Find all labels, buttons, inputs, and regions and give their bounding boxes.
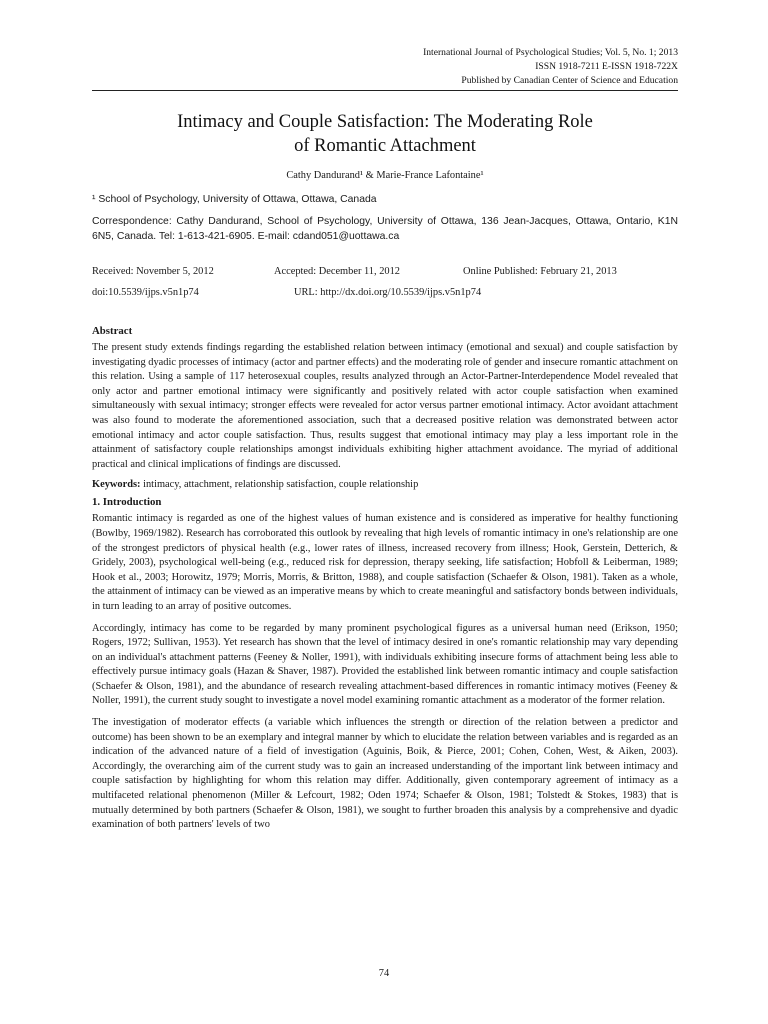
intro-paragraph-2: Accordingly, intimacy has come to be regarded by many prominent psychological figures as a universal human need (Erikson, 1950; Rogers, 1972; Sullivan, 1953). Yet research has shown that the level of intimacy desired in one's romantic relationship may vary depending on an individual's attachment patterns (Feeney & Noller, 1991), with individuals exhibiting insecure forms of attachment being less able to effectively pursue intimacy goals (Hazan & Shaver, 1987). Provided the established link between romantic intimacy and couple satisfaction (Schaefer & Olson, 1981), and the abundance of research revealing attachment-based differences in romantic intimacy motives (Feeney & Noller, 1991), the current study sought to investigate a novel model examining romantic attachment as a moderator of the former relation.	[92, 622, 678, 707]
header-divider	[92, 90, 678, 91]
keywords-label: Keywords:	[92, 479, 141, 491]
received-date: Received: November 5, 2012	[92, 266, 214, 277]
title-line-1: Intimacy and Couple Satisfaction: The Moderating Role	[177, 112, 593, 132]
intro-paragraph-3: The investigation of moderator effects (a variable which influences the strength or direction of the relation between a predictor and outcome) has been shown to be an exemplary and integral manner by which to elucidate the relation between variables and is regarded as an indication of the advanced nature of a field of investigation (Aguinis, Boik, & Pierce, 2001; Cohen, Cohen, West, & Aiken, 2003). Accordingly, the overarching aim of the current study was to gain an increased understanding of the important link between intimacy and couple satisfaction by highlighting for whom this relation may differ. Additionally, given contemporary agreement of intimacy as a multifaceted relational phenomenon (Miller & Lefcourt, 1982; Oden 1974; Schaefer & Olson, 1981; Tolstedt & Stokes, 1983) that is mutually determined by both partners (Schaefer & Olson, 1981), we sought to further broaden this analysis by a comprehensive and dyadic examination of both partners' levels of two	[92, 717, 678, 831]
intro-paragraph-1: Romantic intimacy is regarded as one of the highest values of human existence and is considered as imperative for healthy functioning (Bowlby, 1969/1982). Research has corroborated this outlook by revealing that high levels of romantic intimacy in one's relationship are one of the strongest predictors of physical health (e.g., lower rates of illness, increased recovery from illness; Hook, Gerstein, Detterich, & Gridely, 2003), psychological well-being (e.g., reduced risk for depression, therapy seeking, life satisfaction; Hobfoll & Leiberman, 1989; Hook et al., 2003; Horowitz, 1979; Morris, Morris, & Britton, 1988), and couple satisfaction (Schaefer & Olson, 1981). Taken as a whole, the attainment of intimacy can be viewed as an imperative means by which to create meaningful and satisfactory bonds between individuals, in turn leading to an array of positive outcomes.	[92, 513, 678, 612]
keywords-list: intimacy, attachment, relationship satisfaction, couple relationship	[143, 479, 419, 491]
correspondence: Correspondence: Cathy Dandurand, School of Psychology, University of Ottawa, 136 Jean-Jacques, Ottawa, Ontario, K1N 6N5, Canada. Tel: 1-613-421-6905. E-mail: cdand051@uottawa.ca	[92, 216, 678, 242]
journal-issn: ISSN 1918-7211 E-ISSN 1918-722X	[535, 61, 678, 72]
doi-row	[92, 287, 678, 301]
accepted-date: Accepted: December 11, 2012	[274, 266, 400, 277]
publication-dates	[92, 266, 678, 280]
article-title	[92, 110, 678, 158]
author-list: Cathy Dandurand¹ & Marie-France Lafontaine¹	[286, 170, 484, 181]
introduction-heading: 1. Introduction	[92, 496, 162, 509]
journal-citation: International Journal of Psychological Studies; Vol. 5, No. 1; 2013	[423, 47, 678, 58]
keywords-line	[92, 479, 678, 490]
published-date: Online Published: February 21, 2013	[463, 266, 617, 277]
article-url[interactable]: URL: http://dx.doi.org/10.5539/ijps.v5n1p74	[294, 287, 482, 298]
journal-publisher: Published by Canadian Center of Science and Education	[461, 75, 678, 86]
title-line-2: of Romantic Attachment	[294, 136, 476, 156]
doi: doi:10.5539/ijps.v5n1p74	[92, 287, 199, 298]
journal-header	[92, 46, 678, 88]
article-page	[92, 46, 678, 833]
abstract-heading: Abstract	[92, 325, 133, 337]
author-affiliation: ¹ School of Psychology, University of Ottawa, Ottawa, Canada	[92, 194, 377, 205]
abstract-text: The present study extends findings regarding the established relation between intimacy (emotional and sexual) and couple satisfaction by investigating dyadic processes of intimacy (actor and partner effects) and the moderating role of gender and insecure romantic attachment on this relation. Using a sample of 117 heterosexual couples, results analyzed through an Actor-Partner-Interdependence Model revealed that only actor and partner emotional intimacy were significantly and positively related with actor couple satisfaction when examined simultaneously with sexual intimacy; stronger effects were revealed for actor versus partner emotional intimacy. Actor avoidant attachment was also found to moderate the aforementioned association, such that a decreased positive relation was demonstrated between actor emotional intimacy and actor couple satisfaction. Thus, results suggest that emotional intimacy may play a less important role in the attainment of satisfactory couple relationships amongst individuals exhibiting higher attachment avoidance. The myriad of additional practical and clinical implications of findings are discussed.	[92, 342, 678, 470]
page-number: 74	[378, 968, 390, 979]
